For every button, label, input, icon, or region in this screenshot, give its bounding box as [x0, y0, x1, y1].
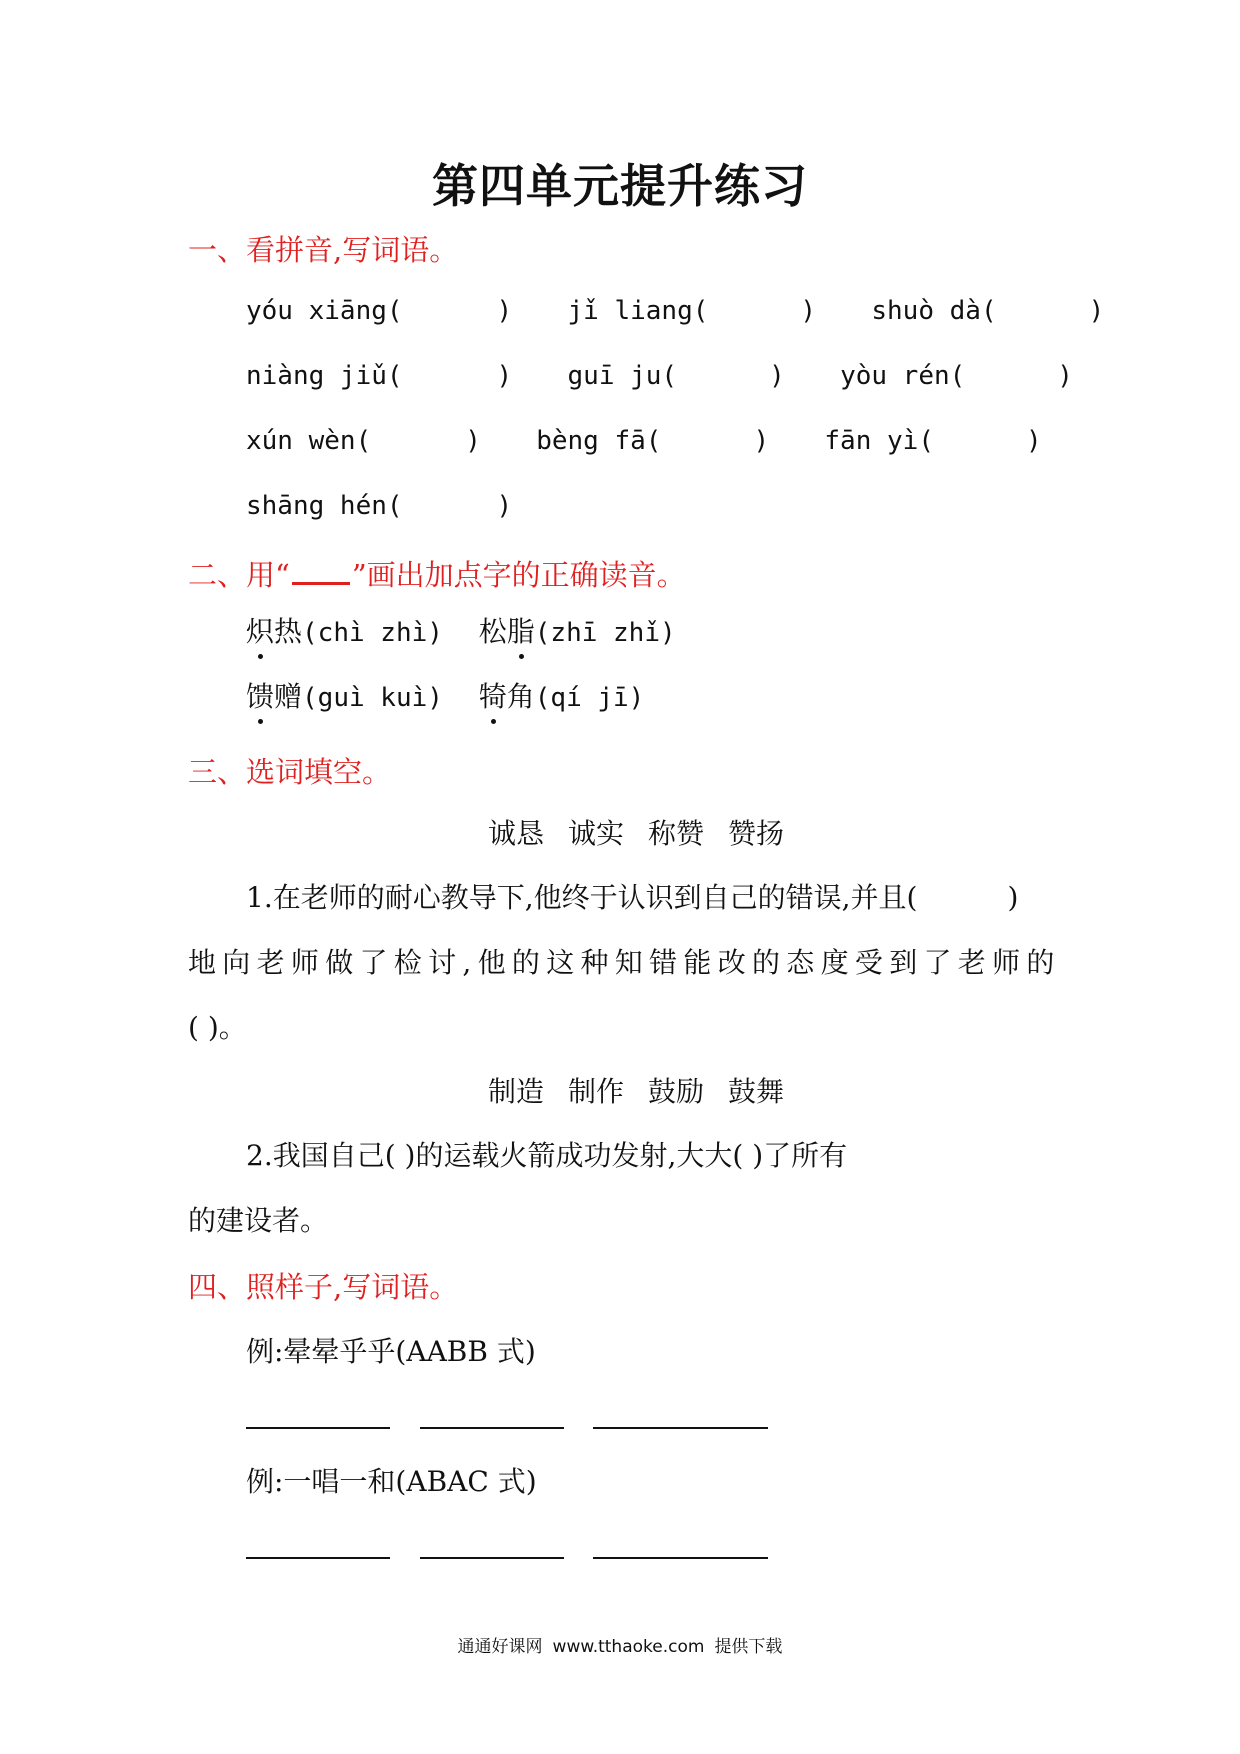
section-4-heading: 四、照样子,写词语。: [188, 1270, 459, 1304]
answer-line[interactable]: [420, 1427, 564, 1429]
word-option: 诚实: [568, 817, 625, 850]
reading-options[interactable]: (qí jī): [534, 683, 645, 713]
section-3-heading: 三、选词填空。: [188, 755, 392, 789]
section-2-suffix: ”画出加点字的正确读音。: [351, 558, 686, 592]
answer-line[interactable]: [246, 1427, 390, 1429]
reading-row-2: [246, 675, 644, 715]
dotted-char: 炽: [246, 610, 274, 650]
pinyin-row-4: [246, 491, 512, 521]
underline-sample: [292, 558, 350, 585]
question-1-line-2: 地向老师做了检讨,他的这种知错能改的态度受到了老师的: [188, 946, 1061, 979]
answer-line[interactable]: [593, 1557, 768, 1559]
answer-line[interactable]: [246, 1557, 390, 1559]
question-1-text: 1.在老师的耐心教导下,他终于认识到自己的错误,并且(: [246, 881, 918, 914]
word-option: 鼓舞: [728, 1075, 785, 1108]
word-option: 制造: [488, 1075, 545, 1108]
answer-line[interactable]: [593, 1427, 768, 1429]
bracket-close: ): [465, 426, 481, 456]
pinyin-item: fān yì(: [824, 426, 934, 456]
bracket-close: ): [496, 491, 513, 521]
section-1-heading: 一、看拼音,写词语。: [188, 233, 459, 267]
word-option: 鼓励: [648, 1075, 705, 1108]
reading-item: [479, 615, 676, 648]
pinyin-item: shāng hén(: [246, 491, 403, 521]
bracket-close: ): [1025, 426, 1042, 456]
bracket-close: ): [769, 361, 785, 391]
word-option: 赞扬: [728, 817, 785, 850]
dotted-char: 馈: [246, 675, 274, 715]
pinyin-item: niàng jiǔ(: [246, 361, 403, 391]
bracket-close: ): [800, 296, 817, 326]
pinyin-row-3: [246, 426, 1042, 456]
bracket-close: ): [1007, 881, 1019, 914]
word-option: 诚恳: [488, 817, 545, 850]
footer-site-name: 通通好课网: [457, 1637, 543, 1657]
word-option: 制作: [568, 1075, 625, 1108]
char: 松: [478, 615, 507, 648]
bracket-close: ): [496, 361, 513, 391]
reading-options[interactable]: (guì kuì): [302, 683, 443, 713]
footer-suffix: 提供下载: [714, 1637, 783, 1657]
bracket-close: ): [496, 296, 513, 326]
reading-row-1: [246, 610, 676, 650]
footer: [0, 1632, 1240, 1657]
pinyin-item: yòu rén(: [840, 361, 966, 391]
example-2: 例:一唱一和(ABAC 式): [246, 1465, 537, 1498]
bracket-close: ): [753, 426, 770, 456]
bracket-close: ): [1088, 296, 1105, 326]
section-2-prefix: 二、用“: [188, 558, 290, 592]
example-1: 例:晕晕乎乎(AABB 式): [246, 1335, 536, 1368]
question-1-line-1: [246, 876, 1018, 916]
reading-options[interactable]: (zhī zhǐ): [534, 618, 676, 648]
page-title: 第四单元提升练习: [432, 159, 808, 213]
pinyin-row-2: [246, 361, 1073, 391]
pinyin-item: guī ju(: [567, 361, 678, 391]
answer-line[interactable]: [420, 1557, 564, 1559]
question-2-line-1[interactable]: 2.我国自己( )的运载火箭成功发射,大大( )了所有: [246, 1139, 848, 1172]
word-bank-1: [476, 812, 796, 852]
pinyin-item: bèng fā(: [536, 426, 662, 456]
dotted-char: 犄: [479, 675, 507, 715]
dotted-char: 脂: [507, 610, 535, 650]
word-option: 称赞: [648, 817, 705, 850]
section-2-heading: [188, 553, 686, 594]
pinyin-item: shuò dà(: [871, 296, 997, 326]
char: 赠: [274, 680, 303, 713]
reading-item: [246, 615, 443, 648]
char: 热: [274, 615, 303, 648]
reading-options[interactable]: (chì zhì): [302, 618, 443, 648]
bracket-close: ): [1057, 361, 1073, 391]
question-2-line-2: 的建设者。: [188, 1204, 329, 1237]
word-bank-2: [476, 1070, 796, 1110]
pinyin-row-1: [246, 296, 1104, 326]
question-1-line-3[interactable]: ( )。: [188, 1011, 247, 1044]
pinyin-item: yóu xiāng(: [246, 296, 403, 326]
footer-url[interactable]: www.tthaoke.com: [552, 1637, 705, 1657]
pinyin-item: jǐ liang(: [567, 296, 709, 326]
char: 角: [506, 680, 535, 713]
pinyin-item: xún wèn(: [246, 426, 372, 456]
reading-item: [246, 680, 443, 713]
reading-item: [479, 680, 645, 713]
